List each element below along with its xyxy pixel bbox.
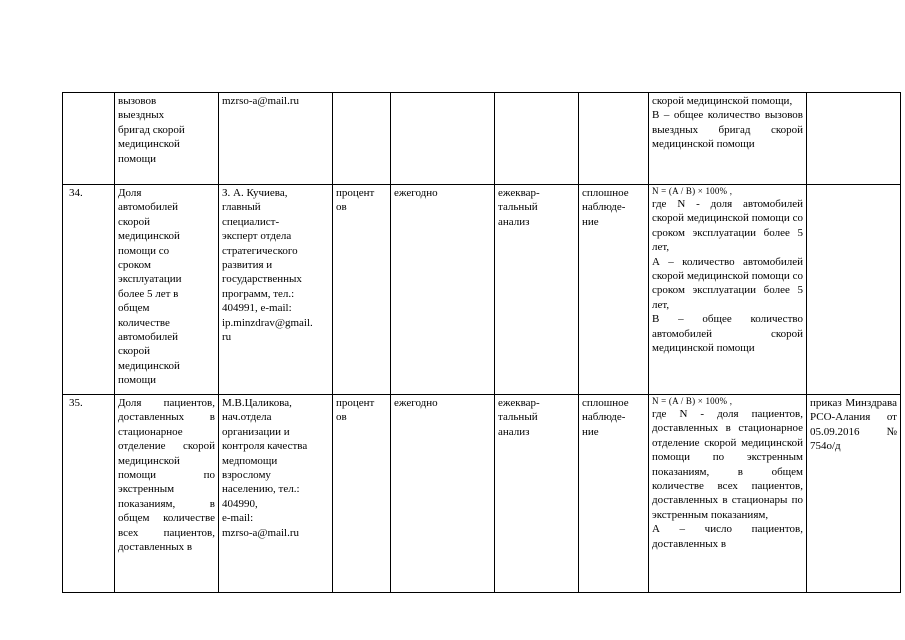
frequency: ежегодно xyxy=(391,395,495,593)
formula-description: где N - доля пациентов, доставленных в стационарное отделение скорой медицинской помощи по экстренным показаниям, в общем количестве всех пациентов, доставленных в стационары по экстренным показаниям, А – число пациентов, доставленных в xyxy=(652,408,803,550)
calculation-cell xyxy=(649,395,807,593)
indicator-name: Доля пациентов, доставленных в стационарное отделение скорой медицинской помощи по экстренным показаниям, в общем количестве всех пациентов, доставленных в xyxy=(115,395,219,593)
reporting-period: ежеквар- тальный анализ xyxy=(495,185,579,395)
row-number: 35. xyxy=(63,395,115,593)
frequency xyxy=(391,93,495,185)
table-row xyxy=(63,93,901,185)
collection-method xyxy=(579,93,649,185)
row-number xyxy=(63,93,115,185)
unit-of-measure: процент ов xyxy=(333,185,391,395)
reporting-period xyxy=(495,93,579,185)
table-row xyxy=(63,395,901,593)
calculation-cell xyxy=(649,93,807,185)
row-number: 34. xyxy=(63,185,115,395)
indicators-table xyxy=(62,92,901,593)
responsible-person: mzrso-a@mail.ru xyxy=(219,93,333,185)
formula-description: где N - доля автомобилей скорой медицинской помощи со сроком эксплуатации более 5 лет, А – количество автомобилей скорой медицинской помощи со сроком эксплуатации более 5 лет, В – общее количество автомобилей скорой медицинской помощи xyxy=(652,198,803,355)
indicator-name: вызовов выездных бригад скорой медицинской помощи xyxy=(115,93,219,185)
unit-of-measure: процент ов xyxy=(333,395,391,593)
frequency: ежегодно xyxy=(391,185,495,395)
source-document xyxy=(807,185,901,395)
indicator-name: Доля автомобилей скорой медицинской помощи со сроком эксплуатации более 5 лет в общем количестве автомобилей скорой медицинской помощи xyxy=(115,185,219,395)
formula-description: скорой медицинской помощи, В – общее количество вызовов выездных бригад скорой медицинской помощи xyxy=(652,95,803,151)
responsible-person: З. А. Кучиева, главный специалист- эксперт отдела стратегического развития и государственных программ, тел.: 404991, e-mail: ip.minzdrav@gmail. ru xyxy=(219,185,333,395)
source-document: приказ Минздрава РСО-Алания от 05.09.2016 № 754о/д xyxy=(807,395,901,593)
collection-method: сплошное наблюде- ние xyxy=(579,395,649,593)
formula: N = (A / B) × 100% , xyxy=(652,186,733,196)
formula: N = (A / B) × 100% , xyxy=(652,396,733,406)
calculation-cell xyxy=(649,185,807,395)
reporting-period: ежеквар- тальный анализ xyxy=(495,395,579,593)
collection-method: сплошное наблюде- ние xyxy=(579,185,649,395)
unit-of-measure xyxy=(333,93,391,185)
source-document xyxy=(807,93,901,185)
table-row xyxy=(63,185,901,395)
responsible-person: М.В.Цаликова, нач.отдела организации и контроля качества медпомощи взрослому населению, тел.: 404990, e-mail: mzrso-a@mail.ru xyxy=(219,395,333,593)
